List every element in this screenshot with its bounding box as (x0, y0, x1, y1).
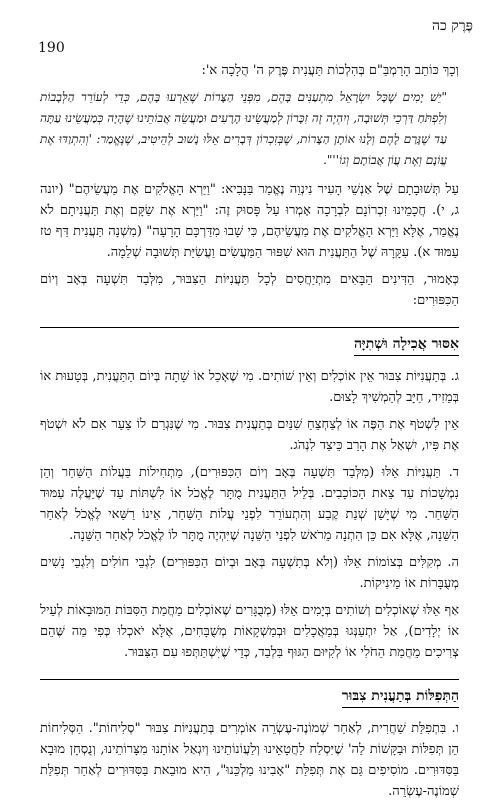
law-dalet: ד. תַּעֲנִיּוֹת אֵלּוּ (מִלְּבַד תִּשְׁעָה בְּאָב וְיוֹם הַכִּפּוּרִים), מַתְחִילוֹת בַּעֲלוֹת הַשַּׁחַר וְהֵן נִמְשָׁכוֹת עַד צֵאת הַכּוֹכָבִים. בְּלֵיל הַתַּעֲנִית מֻתָּר לֶאֱכֹל אוֹ לִשְׁתּוֹת עַד שֶׁיַּעֲלֶה עַמּוּד הַשַּׁחַר. מִי שֶׁיָּשַׁן שְׁנַת קֶבַע וְהִתְעוֹרֵר לִפְנֵי עֲלוֹת הַשַּׁחַר, אֵינוֹ רַשַּׁאי לֶאֱכֹל לְאַחַר הַשֵּׁנָה, אֶלָּא אִם כֵּן הִתְנָה מֵרֹאשׁ לִפְנֵי הַשֵּׁנָה שֶׁיִּהְיֶה מֻתָּר לוֹ לֶאֱכֹל לְאַחַר הַשֵּׁנָה. (40, 465, 459, 543)
law-vav: ו. בִּתְפִלַּת שַׁחֲרִית, לְאַחַר שְׁמוֹנֶה-עֶשְׂרֵה אוֹמְרִים בְּתַעֲנִיּוֹת צִבּוּר "סְלִיחוֹת". הַסְּלִיחוֹת הֵן תְּפִלּוֹת וּבַקָּשׁוֹת לַה' שֶׁיִּסְלַח לַחֲטָאֵינוּ וְלַעֲוֹנוֹתֵינוּ וְיִגְאַל אוֹתָנוּ מִצָּרוֹתֵינוּ, וְנֻסְחָן מוּבָא בַּסִּדּוּרִים. מוֹסִיפִים גַּם אֶת תְּפִלַּת "אָבִינוּ מַלְכֵּנוּ", הִיא מוּבֵאת בַּסִּדּוּרִים לְאַחַר תְּפִלַּת שְׁמוֹנֶה-עֶשְׂרֵה. (40, 721, 459, 799)
chapter-title: פֶּרֶק כה (431, 18, 473, 34)
section-prayers (40, 679, 459, 708)
section-eating-drinking (40, 327, 459, 356)
law-heh-continued: אַף אֵלּוּ שֶׁאוֹכְלִים וְשׁוֹתִים בְּיָמִים אֵלּוּ (מְבֻגָּרִים שֶׁאוֹכְלִים מֵחֲמַת הַסִּבּוֹת הַמּוּבָאוֹת לְעֵיל אוֹ יְלָדִים), אַל יִתְעַנְּגוּ בְּמַאֲכָלִים וּבְמַשְׁקָאוֹת מְשֻׁבָּחִים, אֶלָּא יֹאכְלוּ כְּפִי מַה שֶּׁהֵם צְרִיכִים מֵחֲמַת הַחֹלִי אוֹ לְקִיּוּם הַגּוּף בִּלְבַד, כְּדֵי שֶׁיִּשְׁתַּתְּפוּ עִם הַצִּבּוּר. (40, 603, 459, 660)
nineveh-paragraph: עַל תְּשׁוּבָתָם שֶׁל אַנְשֵׁי הָעִיר נִינְוֵה נֶאֱמַר בַּנָּבִיא: "וַיַּרְא הָאֱלֹקִים אֶת מַעֲשֵׂיהֶם" (יונה ג, י). חֲכָמֵינוּ זִכְרוֹנָם לִבְרָכָה אָמְרוּ עַל פָּסוּק זֶה: "וַיַּרְא אֶת שַׂקָּם וְאֶת תַּעֲנִיתָם לֹא נֶאֱמַר, אֶלָּא וַיַּרְא הָאֱלֹקִים אֶת מַעֲשֵׂיהֶם, כִּי שָׁבוּ מִדַּרְכָּם הָרָעָה" (מִשְׁנָה תַּעֲנִית דַּף טז עַמּוּד א). עִקָּרָהּ שֶׁל הַתַּעֲנִית הוּא שִׁפּוּר הַמַּעֲשִׂים וַעֲשִׂיַּת תְּשׁוּבָה שְׁלֵמָה. (40, 182, 459, 260)
section-divider (40, 327, 459, 328)
law-gimel-continued: אֵין לִשְׁטֹף אֶת הַפֶּה אוֹ לְצַחְצֵחַ שִׁנַּיִם בְּתַעֲנִית צִבּוּר. מִי שֶׁנִּגְרַם לוֹ צַעַר אִם לֹא יִשְׁטֹף אֶת פִּיו, יִשְׁאַל אֶת הָרַב כֵּיצַד לִנְהֹג. (40, 417, 459, 453)
page-content (40, 60, 459, 808)
page-header (18, 10, 481, 56)
law-heh: ה. מְקִלִּים בְּצוֹמוֹת אֵלּוּ (וְלֹא בְּתִשְׁעָה בְּאָב וּבְיוֹם הַכִּפּוּרִים) לִגְבֵי חוֹלִים וְלִגְבֵי נָשִׁים מְעֻבָּרוֹת אוֹ מֵינִיקוֹת. (40, 555, 459, 591)
law-gimel: ג. בְּתַעֲנִיּוֹת צִבּוּר אֵין אוֹכְלִים וְאֵין שׁוֹתִים. מִי שֶׁאָכַל אוֹ שָׁתָה בְּיוֹם הַתַּעֲנִית, בְּטָעוּת אוֹ בְּמֵזִיד, חַיָּב לְהַמְשִׁיךְ לָצוּם. (40, 369, 459, 405)
rules-intro-paragraph: כְּאָמוּר, הַדִּינִים הַבָּאִים מִתְיַחֲסִים לְכָל תַּעֲנִיּוֹת הַצִּבּוּר, מִלְּבַד תִּשְׁעָה בְּאָב וְיוֹם הַכִּפּוּרִים: (40, 272, 459, 308)
intro-paragraph: וְכָךְ כּוֹתֵב הָרַמְבַּ"ם בְּהִלְכוֹת תַּעֲנִית פֶּרֶק ה' הֲלָכָה א': (201, 63, 459, 78)
section-title: הַתְּפִלּוֹת בְּתַעֲנִית צִבּוּר (342, 688, 459, 708)
section-divider (40, 679, 459, 680)
section-title: אִסּוּר אֲכִילָה וּשְׁתִיָּה (354, 336, 459, 356)
page-number: 190 (38, 40, 65, 56)
rambam-quote: "יֵשׁ יָמִים שֶׁכָּל יִשְׂרָאֵל מִתְעַנִּים בָּהֶם, מִפְּנֵי הַצָּרוֹת שֶׁאֵרְעוּ בָּהֶם, כְּדֵי לְעוֹרֵר הַלְּבָבוֹת וְלִפְתֹּחַ דַּרְכֵי תְּשׁוּבָה, וְיִהְיֶה זֶה זִכָּרוֹן לְמַעֲשֵׂינוּ הָרָעִים וּמַעֲשֵׂה אֲבוֹתֵינוּ שֶׁהָיָה כְּמַעֲשֵׂינוּ עַתָּה עַד שֶׁגָּרַם לָהֶם וְלָנוּ אוֹתָן הַצָּרוֹת, שֶׁבְּזִכְרוֹן דְּבָרִים אֵלּוּ נָשׁוּב לְהֵיטִיב, שֶׁנֶּאֱמַר: 'וְהִתְוַדּוּ אֶת עֲוֹנָם וְאֶת עֲוֹן אֲבוֹתָם וְגוֹ''". (40, 90, 447, 167)
